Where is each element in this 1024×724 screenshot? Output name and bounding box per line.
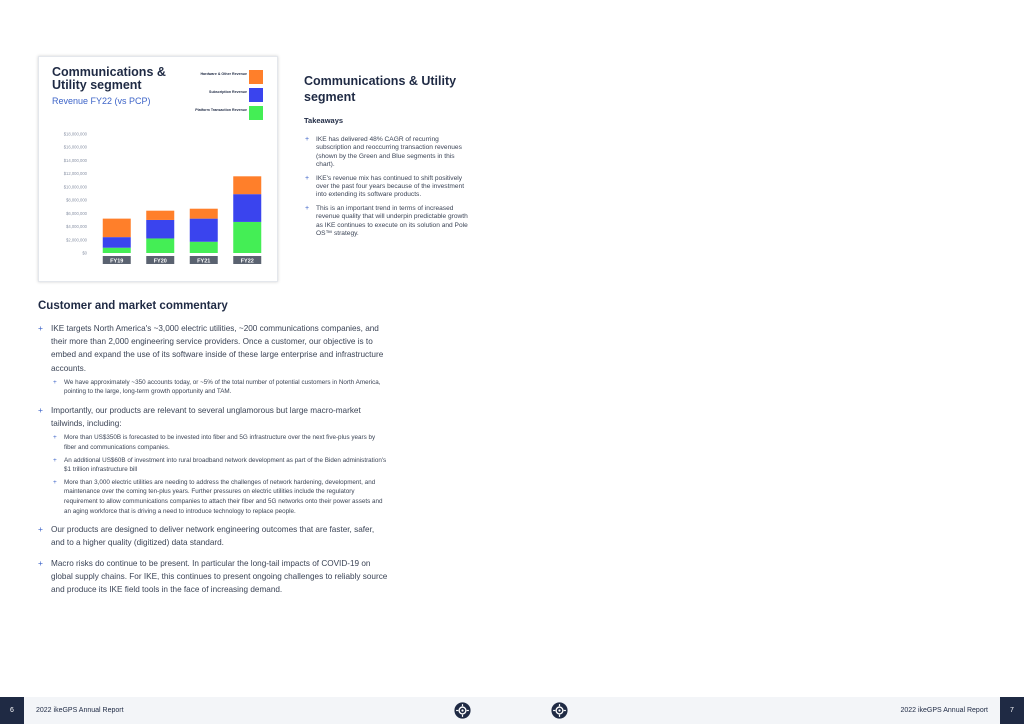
segment-heading: Communications & Utility segment: [304, 74, 457, 104]
bar-segment: [190, 219, 218, 242]
commentary-text: Macro risks do continue to be present. In particular the long-tail impacts of COVID-19 on global supply chains. For IKE, this continues to present ongoing challenges to reliably source and produce its IKE field tools in the face of increasing demand.: [51, 558, 388, 594]
page-number-left: 6: [0, 697, 24, 724]
takeaways-list: [304, 136, 472, 243]
legend-label: Hardware & Other Revenue: [200, 72, 247, 76]
chart-title: Communications & Utility segment: [52, 65, 166, 92]
bar-segment: [103, 219, 131, 238]
bar-segment: [190, 209, 218, 219]
commentary-item: [38, 557, 388, 597]
y-tick-label: $4,000,000: [66, 224, 87, 230]
commentary-subitem: + We have approximately ~350 accounts today, or ~5% of the total number of potential customers in North America, pointing to the large, long-term growth opportunity and TAM.: [51, 378, 388, 397]
takeaway-item: + IKE's revenue mix has continued to shift positively over the past four years because of the investment into extending its software products.: [304, 175, 472, 200]
right-page: [512, 0, 1024, 724]
commentary-item: [38, 523, 388, 549]
y-tick-label: $8,000,000: [66, 197, 87, 203]
commentary-sublist: [51, 378, 388, 397]
bar-segment: [233, 222, 261, 253]
commentary-sublist: [51, 433, 388, 516]
bar-segment: [233, 176, 261, 194]
x-tick-label: FY22: [240, 258, 254, 265]
y-tick-label: $0: [82, 250, 87, 256]
bar-segment: [233, 194, 261, 222]
commentary-text: IKE targets North America's ~3,000 electric utilities, ~200 communications companies, and their more than 2,000 engineering service providers. Once a customer, our objective is to embed and expand the use of its software inside of these large enterprise and infrastructure accounts.: [51, 324, 384, 373]
customer-market-heading: Customer and market commentary: [38, 300, 228, 312]
y-tick-label: $12,000,000: [63, 171, 87, 177]
footer-title-left: 2022 ikeGPS Annual Report: [36, 707, 124, 714]
y-tick-label: $10,000,000: [63, 184, 87, 190]
commentary-item: [38, 404, 388, 516]
commentary-text: Our products are designed to deliver network engineering outcomes that are faster, safer, and to a higher quality (digitized) data standard.: [51, 525, 375, 548]
x-tick-label: FY21: [197, 258, 211, 265]
y-tick-label: $6,000,000: [66, 210, 87, 216]
chart-subtitle: Revenue FY22 (vs PCP): [52, 96, 151, 106]
bar-segment: [146, 211, 174, 220]
page-number-right: 7: [1000, 697, 1024, 724]
revenue-chart-card: [38, 56, 278, 282]
takeaway-item: + This is an important trend in terms of increased revenue quality that will underpin predictable growth as IKE continues to execute on its solution and Pole OS™ strategy.: [304, 205, 472, 239]
legend-label: Subscription Revenue: [209, 90, 247, 94]
ike-logo-icon: [454, 702, 471, 719]
x-tick-label: FY20: [153, 258, 167, 265]
y-tick-label: $14,000,000: [63, 157, 87, 163]
ike-logo-icon: [551, 702, 568, 719]
bar-segment: [103, 248, 131, 253]
footer-title-right: 2022 ikeGPS Annual Report: [900, 707, 988, 714]
commentary-text: Importantly, our products are relevant to several unglamorous but large macro-market tailwinds, including:: [51, 406, 361, 429]
bar-segment: [146, 220, 174, 239]
revenue-bar-chart: [39, 57, 279, 283]
footer-bar: [0, 697, 1024, 724]
commentary-subitem: + More than 3,000 electric utilities are needing to address the challenges of network hardening, development, and maintenance over the coming ten-plus years. Further pressures on electric utilities include the regulatory requirement to allow communications companies to attach their fiber and 5G networks onto their power assets and an aging workforce that is driving a need to introduce technology to replace people.: [51, 478, 388, 516]
commentary-list: [38, 322, 388, 603]
y-tick-label: $2,000,000: [66, 237, 87, 243]
y-tick-label: $16,000,000: [63, 144, 87, 150]
y-tick-label: $18,000,000: [63, 131, 87, 137]
commentary-subitem: + An additional US$60B of investment into rural broadband network development as part of the Biden administration's $1 trillion infrastructure bill: [51, 456, 388, 475]
bar-segment: [103, 237, 131, 248]
takeaway-item: + IKE has delivered 48% CAGR of recurring subscription and reoccurring transaction revenues (shown by the Green and Blue segments in this chart).: [304, 136, 472, 170]
legend-label: Platform Transaction Revenue: [195, 108, 247, 112]
bar-segment: [190, 242, 218, 253]
x-tick-label: FY19: [110, 258, 124, 265]
commentary-item: [38, 322, 388, 397]
commentary-subitem: + More than US$350B is forecasted to be invested into fiber and 5G infrastructure over the next five-plus years by fiber and communications companies.: [51, 433, 388, 452]
bar-segment: [146, 238, 174, 253]
takeaways-label: Takeaways: [304, 116, 344, 125]
